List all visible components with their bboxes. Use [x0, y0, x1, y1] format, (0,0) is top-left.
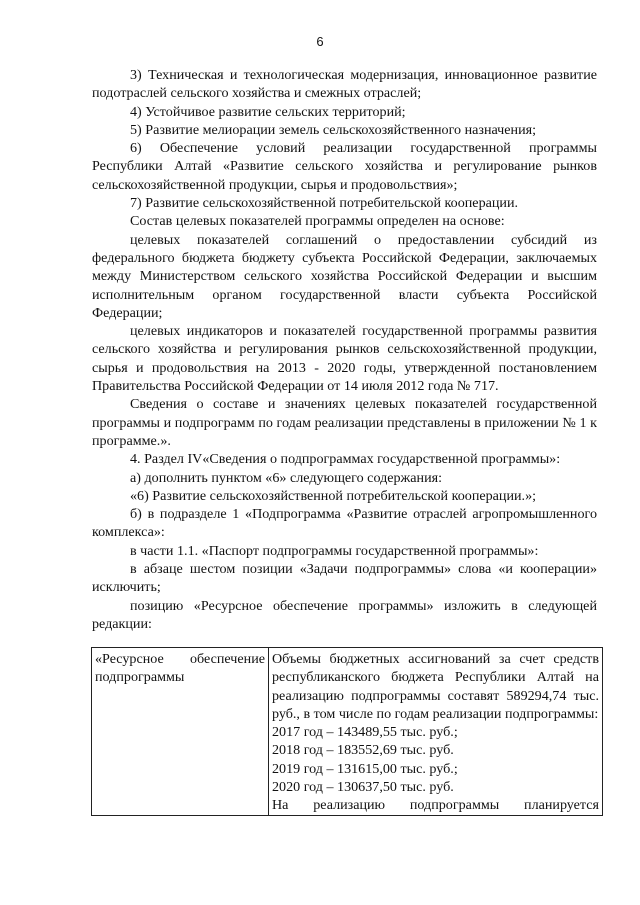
- paragraph: 6) Обеспечение условий реализации государственной программы Республики Алтай «Развитие сельского хозяйства и регулирование рынков сельскохозяйственной продукции, сырья и продовольствия»;: [92, 140, 597, 193]
- funding-year-2020: 2020 год – 130637,50 тыс. руб.: [272, 779, 454, 796]
- paragraph: в абзаце шестом позиции «Задачи подпрограммы» слова «и кооперации» исключить;: [92, 561, 597, 596]
- table-cell-label: «Ресурсное обеспечение подпрограммы: [92, 648, 269, 816]
- paragraph: в части 1.1. «Паспорт подпрограммы государственной программы»:: [130, 542, 539, 559]
- table-cell-content: [269, 648, 603, 816]
- paragraph: целевых индикаторов и показателей государственной программы развития сельского хозяйства и регулирования рынков сельскохозяйственной продукции, сырья и продовольствия на 2013 - 2020 годы, утвержденной постановлением Правительства Российской Федерации от 14 июля 2012 года № 717.: [92, 323, 597, 395]
- paragraph: позицию «Ресурсное обеспечение программы» изложить в следующей редакции:: [92, 597, 597, 632]
- paragraph: Сведения о составе и значениях целевых показателей государственной программы и подпрограмм по годам реализации представлены в приложении № 1 к программе.».: [92, 396, 597, 449]
- resource-table: [91, 647, 603, 816]
- paragraph: 4. Раздел IV«Сведения о подпрограммах государственной программы»:: [130, 451, 561, 468]
- paragraph: б) в подразделе 1 «Подпрограмма «Развитие отраслей агропромышленного комплекса»:: [92, 506, 597, 541]
- paragraph: а) дополнить пунктом «6» следующего содержания:: [130, 469, 443, 486]
- paragraph: 7) Развитие сельскохозяйственной потребительской кооперации.: [130, 195, 519, 212]
- funding-year-2018: 2018 год – 183552,69 тыс. руб.: [272, 742, 454, 759]
- page-number: 6: [316, 34, 324, 49]
- paragraph: 5) Развитие мелиорации земель сельскохозяйственного назначения;: [130, 121, 537, 138]
- funding-year-2017: 2017 год – 143489,55 тыс. руб.;: [272, 724, 458, 741]
- paragraph: Состав целевых показателей программы определен на основе:: [130, 213, 505, 230]
- funding-year-2019: 2019 год – 131615,00 тыс. руб.;: [272, 760, 458, 777]
- paragraph: 4) Устойчивое развитие сельских территорий;: [130, 103, 406, 120]
- funding-tail: На реализацию подпрограммы планируется: [272, 797, 599, 814]
- funding-intro: Объемы бюджетных ассигнований за счет средств республиканского бюджета Республики Алтай на реализацию подпрограммы составят 589294,74 тыс. руб., в том числе по годам реализации подпрограммы:: [272, 651, 599, 722]
- paragraph: 3) Техническая и технологическая модернизация, инновационное развитие подотраслей сельского хозяйства и смежных отраслей;: [92, 67, 597, 102]
- paragraph: целевых показателей соглашений о предоставлении субсидий из федерального бюджета бюджету субъекта Российской Федерации, заключаемых между Министерством сельского хозяйства Российской Федерации и высшим исполнительным органом государственной власти субъекта Российской Федерации;: [92, 231, 597, 321]
- table-row: [92, 648, 603, 816]
- document-body: [92, 66, 597, 633]
- paragraph: «6) Развитие сельскохозяйственной потребительской кооперации.»;: [130, 487, 537, 504]
